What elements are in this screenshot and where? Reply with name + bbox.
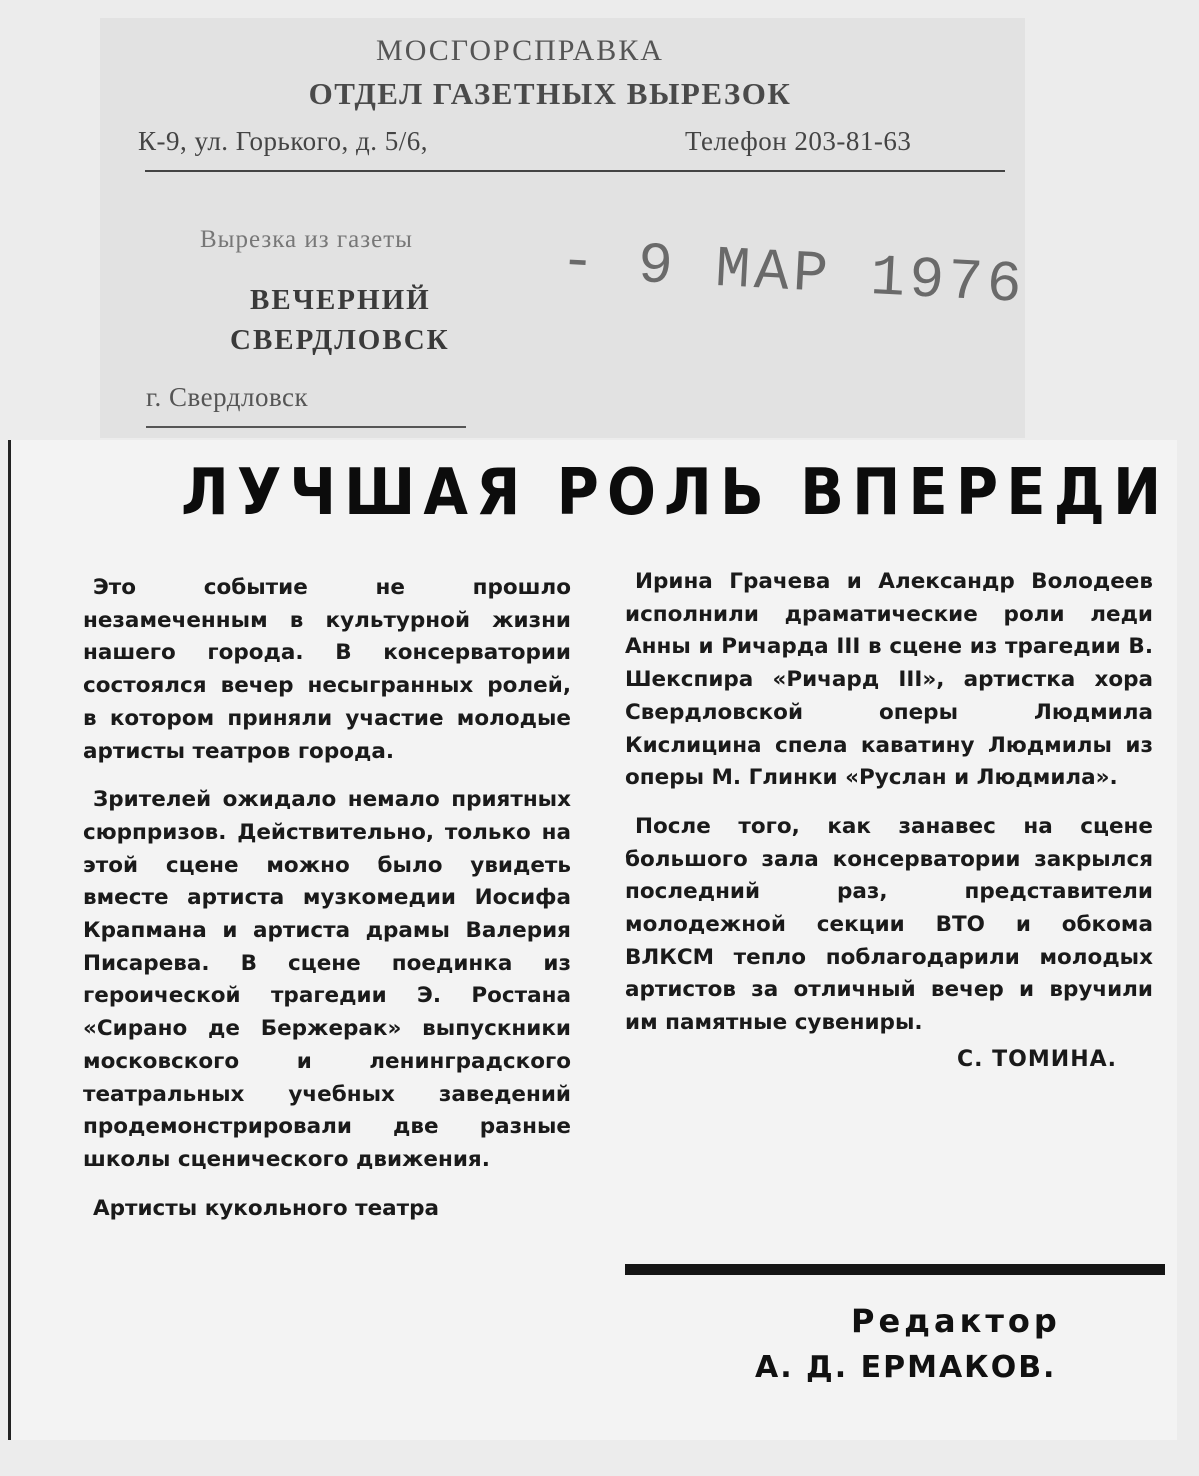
newspaper-name-line1: ВЕЧЕРНИЙ	[250, 284, 431, 316]
newspaper-city: г. Свердловск	[146, 382, 309, 412]
article-column-left	[83, 572, 571, 1225]
cutting-label: Вырезка из газеты	[200, 226, 413, 253]
clipping-service-label	[100, 18, 1028, 438]
paragraph: Зрителей ожидало немало приятных сюрпризов. Действительно, только на этой сцене можно было увидеть вместе артиста музкомедии Иосифа Крапмана и артиста драмы Валерия Писарева. В сцене поединка из героической трагедии Э. Ростана «Сирано де Бержерак» выпускники московского и ленинградского театральных учебных заведений продемонстрировали две разные школы сценического движения.	[83, 787, 571, 1172]
author-signature: С. ТОМИНА.	[957, 1046, 1117, 1072]
article-column-right	[625, 566, 1153, 1077]
date-stamp: - 9 МАР 1976	[558, 229, 1028, 320]
paragraph: Это событие не прошло незамеченным в культурной жизни нашего города. В консерватории состоялся вечер несыгранных ролей, в котором приняли участие молодые артисты театров города.	[83, 575, 571, 764]
paragraph: После того, как занавес на сцене большого зала консерватории закрылся последний раз, представители молодежной секции ВТО и обкома ВЛКСМ тепло поблагодарили молодых артистов за отличный вечер и вручили им памятные сувениры.	[625, 813, 1153, 1036]
department-name: ОТДЕЛ ГАЗЕТНЫХ ВЫРЕЗОК	[308, 76, 792, 111]
service-address: К-9, ул. Горького, д. 5/6,	[138, 126, 428, 156]
paragraph: Ирина Грачева и Александр Володеев исполнили драматические роли леди Анны и Ричарда III в сцене из трагедии В. Шекспира «Ричард III», артистка хора Свердловской оперы Людмила Кислицина спела каватину Людмилы из оперы М. Глинки «Руслан и Людмила».	[625, 569, 1153, 791]
service-phone: Телефон 203-81-63	[685, 126, 912, 156]
newspaper-clipping	[8, 440, 1177, 1440]
paragraph: Артисты кукольного театра	[93, 1195, 440, 1221]
editor-divider	[625, 1264, 1165, 1275]
editor-title: Редактор	[851, 1302, 1061, 1340]
article-headline: ЛУЧШАЯ РОЛЬ ВПЕРЕДИ	[181, 456, 1170, 530]
address-divider	[145, 170, 1005, 172]
service-name: МОСГОРСПРАВКА	[376, 34, 664, 67]
editor-name: А. Д. ЕРМАКОВ.	[755, 1350, 1057, 1385]
newspaper-name-line2: СВЕРДЛОВСК	[230, 324, 450, 356]
city-underline	[146, 426, 466, 428]
